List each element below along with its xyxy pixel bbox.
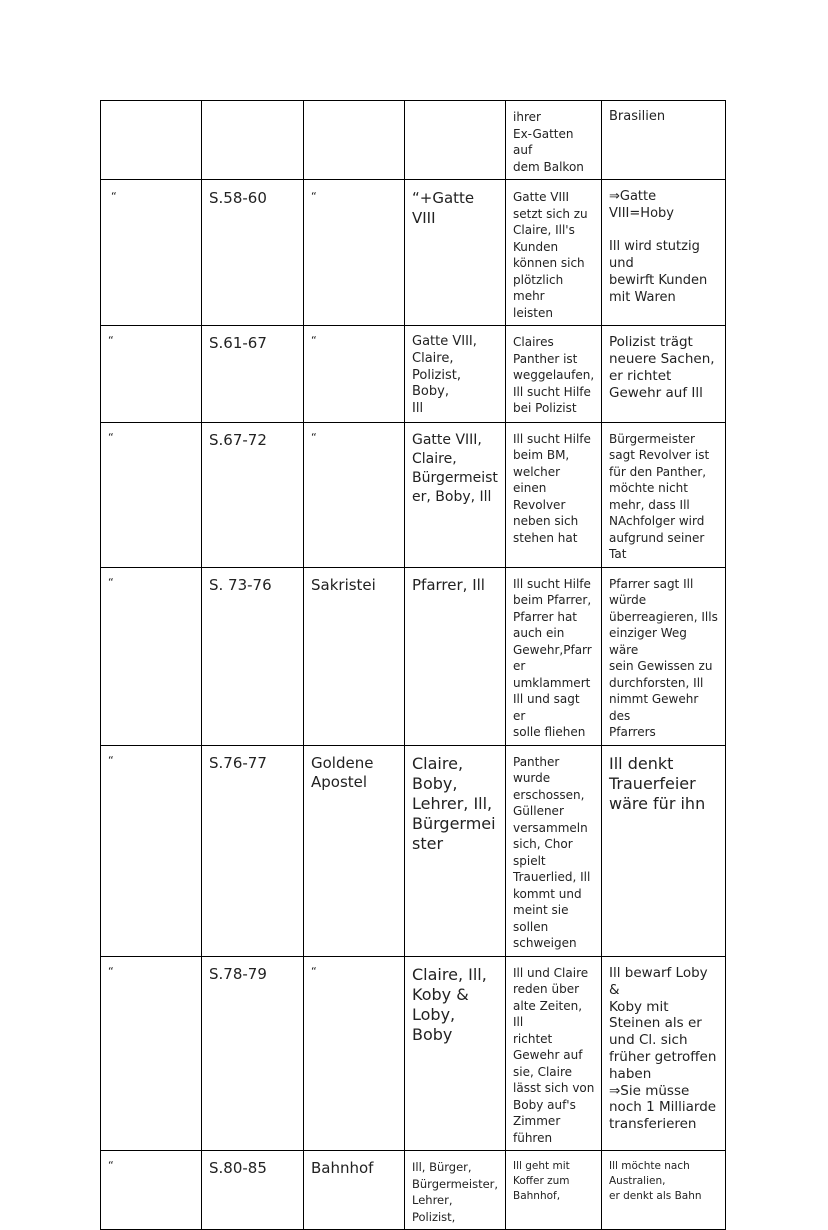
- scene-table: [100, 100, 726, 1230]
- result-cell: Ill denkt Trauerfeier wäre für ihn: [602, 745, 726, 956]
- content-cell: Ill und Claire reden über alte Zeiten, Ill richtet Gewehr auf sie, Claire lässt sich von Boby auf's Zimmer führen: [506, 956, 602, 1151]
- act-cell: [101, 101, 202, 180]
- characters-cell: [405, 101, 506, 180]
- pages-cell: [202, 101, 304, 180]
- content-cell: ihrer Ex-Gatten auf dem Balkon: [506, 101, 602, 180]
- characters-cell: Gatte VIII, Claire, Bürgermeist er, Boby, Ill: [405, 422, 506, 567]
- result-cell: Polizist trägt neuere Sachen, er richtet Gewehr auf Ill: [602, 326, 726, 423]
- result-cell: Bürgermeister sagt Revolver ist für den Panther, möchte nicht mehr, dass Ill NAchfolger wird aufgrund seiner Tat: [602, 422, 726, 567]
- characters-cell: Gatte VIII, Claire, Polizist, Boby, Ill: [405, 326, 506, 423]
- act-cell: “: [101, 326, 202, 423]
- content-cell: Panther wurde erschossen, Güllener versammeln sich, Chor spielt Trauerlied, Ill kommt und meint sie sollen schweigen: [506, 745, 602, 956]
- location-cell: “: [304, 422, 405, 567]
- act-cell: “: [101, 956, 202, 1151]
- characters-cell: Claire, Ill, Koby & Loby, Boby: [405, 956, 506, 1151]
- table-row: [101, 180, 726, 326]
- characters-cell: Ill, Bürger, Bürgermeister, Lehrer, Polizist,: [405, 1151, 506, 1230]
- location-cell: [304, 101, 405, 180]
- pages-cell: S.76-77: [202, 745, 304, 956]
- table-row: [101, 956, 726, 1151]
- pages-cell: S. 73-76: [202, 567, 304, 745]
- characters-cell: “+Gatte VIII: [405, 180, 506, 326]
- act-cell: “: [101, 180, 202, 326]
- location-cell: Sakristei: [304, 567, 405, 745]
- characters-cell: Pfarrer, Ill: [405, 567, 506, 745]
- content-cell: Ill sucht Hilfe beim BM, welcher einen Revolver neben sich stehen hat: [506, 422, 602, 567]
- result-cell: Ill möchte nach Australien, er denkt als Bahn: [602, 1151, 726, 1230]
- pages-cell: S.78-79: [202, 956, 304, 1151]
- table-row: [101, 745, 726, 956]
- table-row: [101, 567, 726, 745]
- result-cell: Pfarrer sagt Ill würde überreagieren, Ills einziger Weg wäre sein Gewissen zu durchforsten, Ill nimmt Gewehr des Pfarrers: [602, 567, 726, 745]
- result-cell: Ill bewarf Loby & Koby mit Steinen als er und Cl. sich früher getroffen haben ⇒Sie müsse noch 1 Milliarde transferieren: [602, 956, 726, 1151]
- content-cell: Ill geht mit Koffer zum Bahnhof,: [506, 1151, 602, 1230]
- table-row: [101, 422, 726, 567]
- act-cell: “: [101, 745, 202, 956]
- result-cell: Brasilien: [602, 101, 726, 180]
- location-cell: Bahnhof: [304, 1151, 405, 1230]
- pages-cell: S.61-67: [202, 326, 304, 423]
- table-row: [101, 1151, 726, 1230]
- pages-cell: S.80-85: [202, 1151, 304, 1230]
- characters-cell: Claire, Boby, Lehrer, Ill, Bürgermei ster: [405, 745, 506, 956]
- content-cell: Ill sucht Hilfe beim Pfarrer, Pfarrer hat auch ein Gewehr,Pfarr er umklammert Ill und sagt er solle fliehen: [506, 567, 602, 745]
- location-cell: “: [304, 956, 405, 1151]
- table-row: [101, 326, 726, 423]
- act-cell: “: [101, 1151, 202, 1230]
- content-cell: Claires Panther ist weggelaufen, Ill sucht Hilfe bei Polizist: [506, 326, 602, 423]
- pages-cell: S.67-72: [202, 422, 304, 567]
- act-cell: “: [101, 422, 202, 567]
- content-cell: Gatte VIII setzt sich zu Claire, Ill's Kunden können sich plötzlich mehr leisten: [506, 180, 602, 326]
- location-cell: “: [304, 180, 405, 326]
- act-cell: “: [101, 567, 202, 745]
- result-cell: ⇒Gatte VIII=Hoby Ill wird stutzig und bewirft Kunden mit Waren: [602, 180, 726, 326]
- pages-cell: S.58-60: [202, 180, 304, 326]
- table-row: [101, 101, 726, 180]
- location-cell: Goldene Apostel: [304, 745, 405, 956]
- location-cell: “: [304, 326, 405, 423]
